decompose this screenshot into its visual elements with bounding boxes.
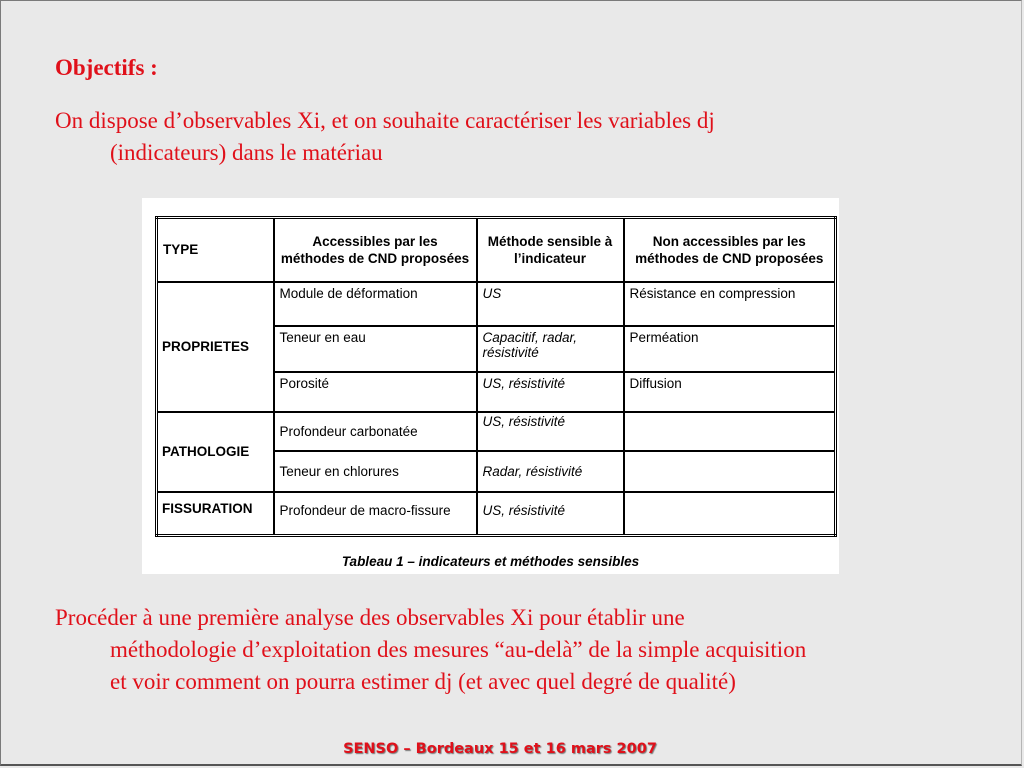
indicators-table [155, 216, 837, 537]
method-cell: US, résistivité [477, 492, 624, 536]
paragraph-line: (indicateurs) dans le matériau [110, 140, 383, 165]
table-row [157, 282, 836, 326]
non-accessible-cell: Perméation [624, 326, 836, 372]
non-accessible-cell [624, 451, 836, 492]
paragraph-line: et voir comment on pourra estimer dj (et avec quel degré de qualité) [110, 669, 736, 694]
paragraph-line: Procéder à une première analyse des observables Xi pour établir une [55, 605, 685, 630]
accessible-cell: Teneur en chlorures [274, 451, 477, 492]
header-non-accessible: Non accessibles par les méthodes de CND proposées [624, 218, 836, 282]
paragraph-line: On dispose d’observables Xi, et on souhaite caractériser les variables dj [55, 108, 715, 133]
method-cell: Capacitif, radar, résistivité [477, 326, 624, 372]
accessible-cell: Module de déformation [274, 282, 477, 326]
non-accessible-cell [624, 492, 836, 536]
accessible-cell: Teneur en eau [274, 326, 477, 372]
header-method: Méthode sensible à l’indicateur [477, 218, 624, 282]
category-cell: PROPRIETES [157, 282, 274, 412]
non-accessible-cell: Résistance en compression [624, 282, 836, 326]
header-type: TYPE [157, 218, 274, 282]
method-cell: US [477, 282, 624, 326]
non-accessible-cell: Diffusion [624, 372, 836, 412]
accessible-cell: Porosité [274, 372, 477, 412]
method-cell: Radar, résistivité [477, 451, 624, 492]
accessible-cell: Profondeur carbonatée [274, 412, 477, 451]
slide-heading: Objectifs : [55, 55, 158, 80]
header-accessible: Accessibles par les méthodes de CND proposées [274, 218, 477, 282]
objective-paragraph [55, 105, 715, 169]
method-cell: US, résistivité [477, 412, 624, 451]
table-header-row [157, 218, 836, 282]
procedure-paragraph [55, 602, 806, 698]
accessible-cell: Profondeur de macro-fissure [274, 492, 477, 536]
paragraph-line: méthodologie d’exploitation des mesures “au-delà” de la simple acquisition [110, 637, 807, 662]
category-cell: PATHOLOGIE [157, 412, 274, 492]
non-accessible-cell [624, 412, 836, 451]
table-figure [142, 198, 839, 574]
category-cell: FISSURATION [157, 492, 274, 536]
table-row [157, 492, 836, 536]
slide-footer: SENSO – Bordeaux 15 et 16 mars 2007 [343, 741, 657, 757]
method-cell: US, résistivité [477, 372, 624, 412]
table-caption: Tableau 1 – indicateurs et méthodes sensibles [341, 554, 640, 569]
table-row [157, 412, 836, 451]
